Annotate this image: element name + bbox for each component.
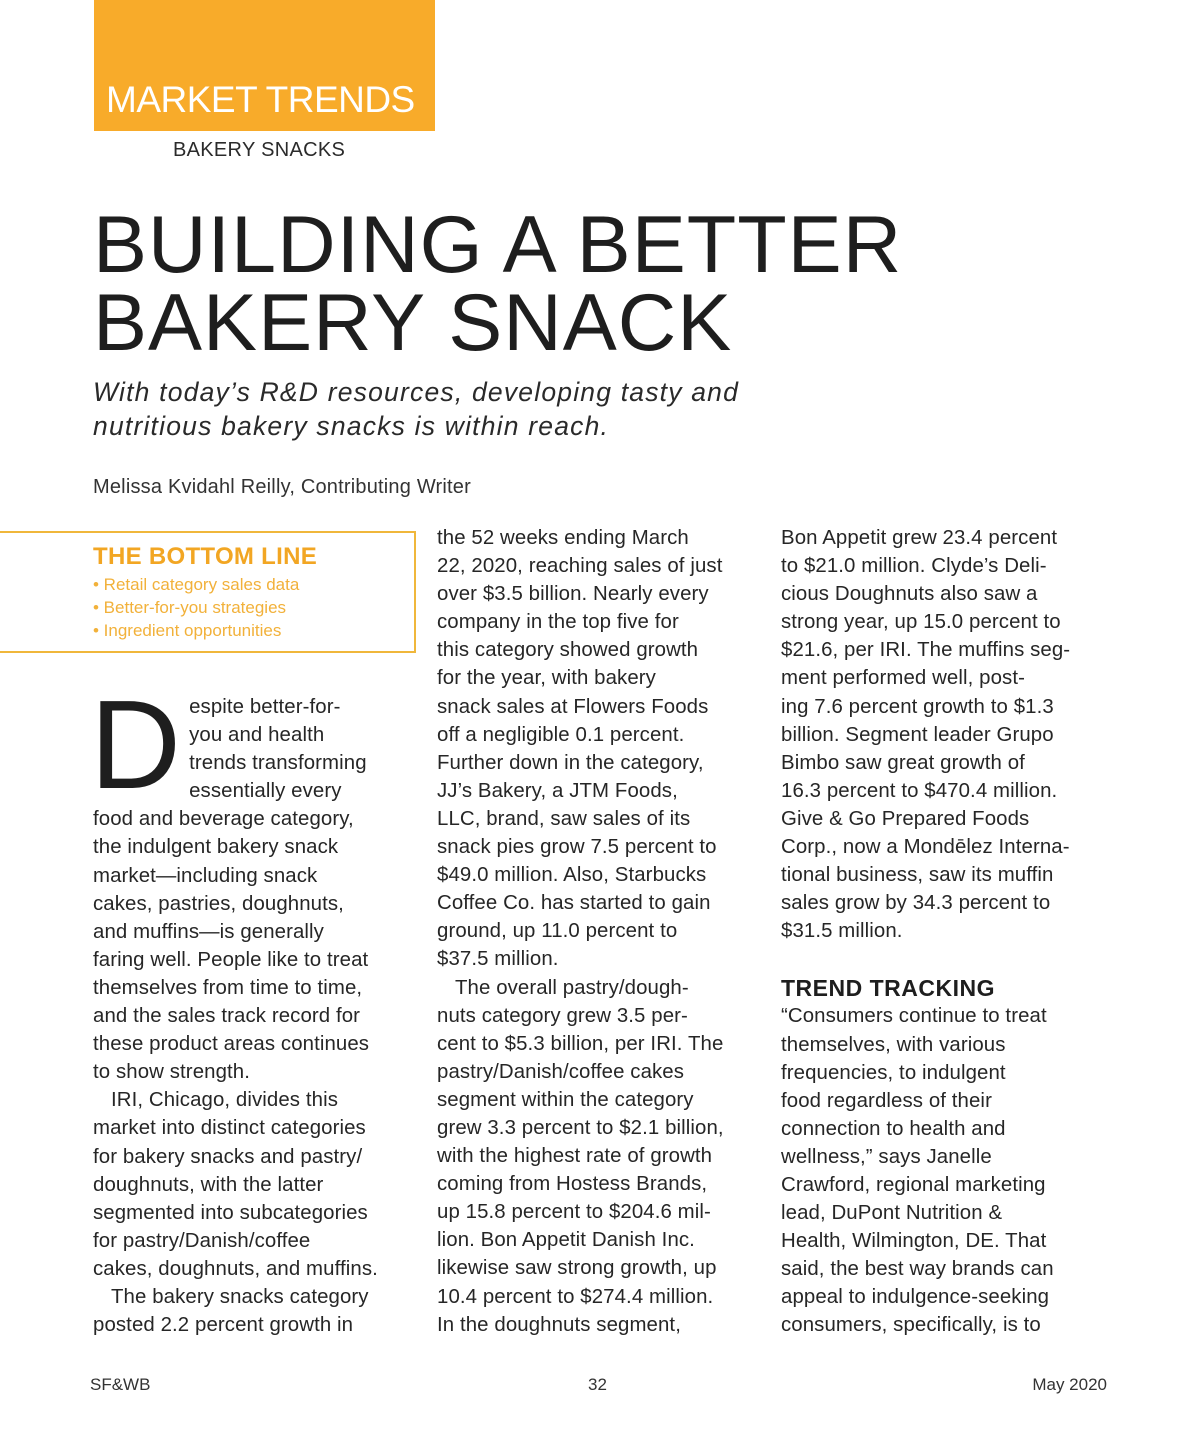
body-text-line: over $3.5 billion. Nearly every <box>437 583 709 606</box>
body-text-line: themselves from time to time, <box>93 976 363 999</box>
body-text-line: these product areas continues <box>93 1033 370 1056</box>
footer-issue-date: May 2020 <box>1032 1375 1107 1394</box>
footer-page-number: 32 <box>588 1375 607 1394</box>
article-deck <box>93 375 813 443</box>
body-text-line: cakes, doughnuts, and muffins. <box>93 1257 378 1280</box>
bottom-line-list <box>93 573 299 642</box>
body-text-line: Bon Appetit grew 23.4 percent <box>781 527 1058 549</box>
bottom-line-box <box>0 531 416 653</box>
body-text-line: likewise saw strong growth, up <box>437 1257 717 1280</box>
body-text-line: espite better-for- <box>189 696 341 718</box>
body-text-line: and muffins—is generally <box>93 920 324 943</box>
body-text-line: appeal to indulgence-seeking <box>781 1286 1050 1309</box>
body-text-line: this category showed growth <box>437 639 699 662</box>
body-text-line: Coffee Co. has started to gain <box>437 892 711 915</box>
body-text-line: $37.5 million. <box>437 948 559 971</box>
body-text-line: frequencies, to indulgent <box>781 1061 1006 1084</box>
body-text-line: grew 3.3 percent to $2.1 billion, <box>437 1116 724 1139</box>
section-subhead: TREND TRACKING <box>781 975 995 1002</box>
body-text-line: coming from Hostess Brands, <box>437 1173 708 1196</box>
body-text-line: essentially every <box>189 780 342 803</box>
body-text-line: Crawford, regional marketing <box>781 1173 1046 1196</box>
body-text-line: off a negligible 0.1 percent. <box>437 723 685 746</box>
body-text-line: Further down in the category, <box>437 751 704 774</box>
body-column-1 <box>90 674 418 1339</box>
body-text-line: food and beverage category, <box>93 808 354 831</box>
body-text-line: up 15.8 percent to $204.6 mil- <box>437 1201 711 1224</box>
body-text-line: lead, DuPont Nutrition & <box>781 1202 1003 1225</box>
body-text-line: wellness,” says Janelle <box>781 1145 992 1168</box>
body-text-line: strong year, up 15.0 percent to <box>781 611 1061 634</box>
body-text-line: consumers, specifically, is to <box>781 1314 1041 1337</box>
body-text-line: segmented into subcategories <box>93 1201 368 1224</box>
body-text-line: Corp., now a Mondēlez Interna- <box>781 836 1070 859</box>
body-column-2 <box>437 524 767 1339</box>
body-text-line: the indulgent bakery snack <box>93 836 339 859</box>
body-text-line: ment performed well, post- <box>781 667 1025 690</box>
byline: Melissa Kvidahl Reilly, Contributing Writer <box>93 476 471 498</box>
body-text-line: IRI, Chicago, divides this <box>111 1089 338 1112</box>
drop-cap: D <box>90 674 182 815</box>
body-text-line: 22, 2020, reaching sales of just <box>437 555 723 578</box>
body-text-line: billion. Segment leader Grupo <box>781 723 1054 746</box>
deck-line: nutritious bakery snacks is within reach. <box>93 411 610 441</box>
body-text-line: to show strength. <box>93 1061 250 1084</box>
body-column-3 <box>781 524 1111 1340</box>
body-text-line: Health, Wilmington, DE. That <box>781 1230 1047 1253</box>
body-text-line: pastry/Danish/coffee cakes <box>437 1060 685 1083</box>
body-text-line: segment within the category <box>437 1088 694 1111</box>
body-text-line: lion. Bon Appetit Danish Inc. <box>437 1229 695 1252</box>
body-text-line: to $21.0 million. Clyde’s Deli- <box>781 555 1047 578</box>
footer-publication: SF&WB <box>90 1375 151 1394</box>
body-text-line: cious Doughnuts also saw a <box>781 583 1038 606</box>
body-text-line: posted 2.2 percent growth in <box>93 1314 354 1337</box>
section-banner <box>94 0 435 131</box>
bottom-line-item: • Ingredient opportunities <box>93 621 282 640</box>
body-text-line: ground, up 11.0 percent to <box>437 920 678 943</box>
subsection-label: BAKERY SNACKS <box>173 139 346 161</box>
headline-line: BUILDING A BETTER <box>93 200 903 290</box>
body-text-line: cakes, pastries, doughnuts, <box>93 892 344 915</box>
body-text-line: food regardless of their <box>781 1089 992 1112</box>
section-label: MARKET TRENDS <box>106 79 415 120</box>
bottom-line-item: • Retail category sales data <box>93 575 300 594</box>
body-text-line: $49.0 million. Also, Starbucks <box>437 864 707 887</box>
body-text-line: Bimbo saw great growth of <box>781 751 1025 774</box>
body-text-line: “Consumers continue to treat <box>781 1005 1047 1028</box>
body-text-line: market—including snack <box>93 864 318 887</box>
body-text-line: LLC, brand, saw sales of its <box>437 807 691 830</box>
body-text-line: trends transforming <box>189 752 367 775</box>
body-text-line: you and health <box>189 724 325 747</box>
bottom-line-title: THE BOTTOM LINE <box>93 543 318 570</box>
body-text-line: for bakery snacks and pastry/ <box>93 1145 363 1168</box>
body-text-line: market into distinct categories <box>93 1117 366 1140</box>
body-text-line: doughnuts, with the latter <box>93 1173 324 1196</box>
body-text-line: said, the best way brands can <box>781 1258 1054 1281</box>
body-text-line: In the doughnuts segment, <box>437 1313 681 1336</box>
body-text-line: $21.6, per IRI. The muffins seg- <box>781 639 1071 662</box>
body-text-line: snack sales at Flowers Foods <box>437 695 709 718</box>
body-text-line: the 52 weeks ending March <box>437 527 689 549</box>
body-text-line: JJ’s Bakery, a JTM Foods, <box>437 779 678 802</box>
body-text-line: snack pies grow 7.5 percent to <box>437 836 717 859</box>
body-text-line: faring well. People like to treat <box>93 948 369 971</box>
body-text-line: The overall pastry/dough- <box>455 976 689 999</box>
deck-line: With today’s R&D resources, developing tasty and <box>93 377 740 407</box>
body-text-line: 10.4 percent to $274.4 million. <box>437 1285 714 1308</box>
body-text-line: for the year, with bakery <box>437 667 656 690</box>
body-text-line: and the sales track record for <box>93 1005 361 1028</box>
body-text-line: connection to health and <box>781 1117 1006 1140</box>
body-text-line: 16.3 percent to $470.4 million. <box>781 779 1058 802</box>
article-headline <box>93 200 903 368</box>
body-text-line: ing 7.6 percent growth to $1.3 <box>781 695 1054 718</box>
body-text-line: cent to $5.3 billion, per IRI. The <box>437 1032 724 1055</box>
body-text-line: tional business, saw its muffin <box>781 864 1054 887</box>
headline-line: BAKERY SNACK <box>93 278 733 368</box>
body-text-line: Give & Go Prepared Foods <box>781 807 1030 830</box>
body-text-line: for pastry/Danish/coffee <box>93 1229 311 1252</box>
body-text-line: themselves, with various <box>781 1033 1006 1056</box>
body-text-line: sales grow by 34.3 percent to <box>781 892 1051 915</box>
body-text-line: nuts category grew 3.5 per- <box>437 1004 688 1027</box>
body-text-line: with the highest rate of growth <box>437 1145 713 1168</box>
bottom-line-item: • Better-for-you strategies <box>93 598 287 617</box>
body-text-line: $31.5 million. <box>781 920 903 943</box>
body-text-line: The bakery snacks category <box>111 1285 369 1308</box>
body-text-line: company in the top five for <box>437 611 679 634</box>
